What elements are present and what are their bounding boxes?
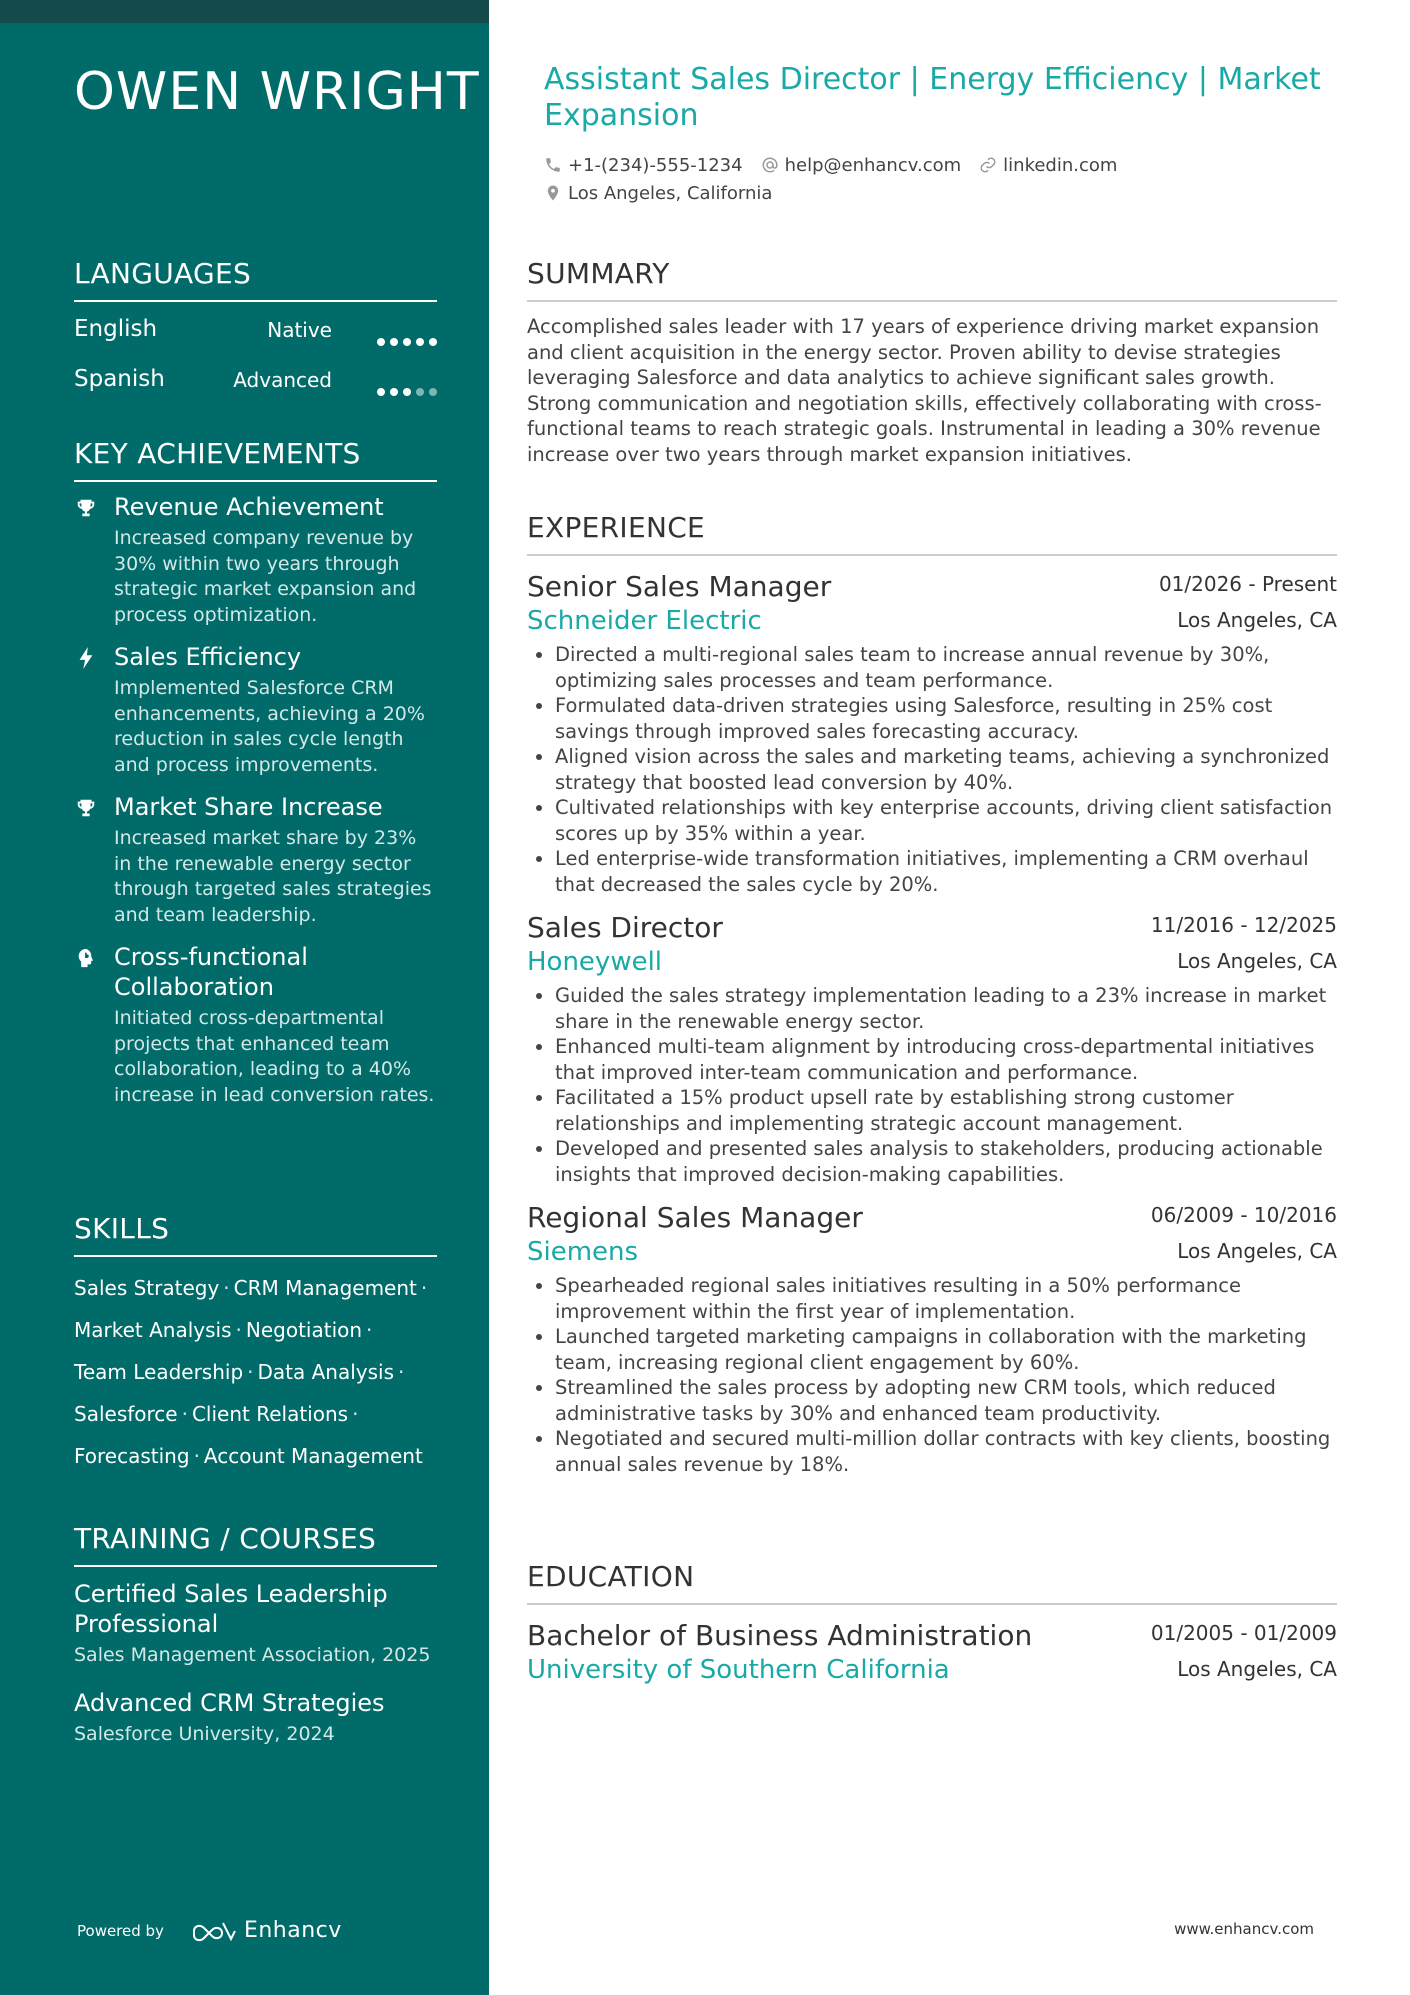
proficiency-dot xyxy=(390,338,398,346)
job-bullet: • Enhanced multi-team alignment by introducing cross-departmental initiatives that improved inter-team communication and performance. xyxy=(555,1034,1337,1085)
job-bullet: • Directed a multi-regional sales team to increase annual revenue by 30%, optimizing sales processes and team performance. xyxy=(555,642,1337,693)
trophy-icon xyxy=(74,796,98,820)
course-provider: Sales Management Association, 2025 xyxy=(74,1644,431,1666)
skills-list xyxy=(74,1267,437,1477)
location-text: Los Angeles, California xyxy=(568,182,773,204)
education-section xyxy=(527,1560,1337,1687)
job-bullet: • Negotiated and secured multi-million dollar contracts with key clients, boosting annual sales revenue by 18%. xyxy=(555,1426,1337,1477)
phone-icon xyxy=(544,156,562,174)
achievement-title: Market Share Increase xyxy=(114,793,383,821)
link-icon xyxy=(979,156,997,174)
achievement-title: Cross-functional Collaboration xyxy=(114,943,308,1001)
sidebar xyxy=(0,0,489,1995)
skills-line: Forecasting · Account Management xyxy=(74,1444,423,1468)
skill-tag: Salesforce xyxy=(74,1402,178,1426)
brand-name: Enhancv xyxy=(243,1918,342,1943)
skill-tag: Client Relations xyxy=(191,1402,349,1426)
sidebar-top-band xyxy=(0,0,489,23)
training-heading: TRAINING / COURSES xyxy=(74,1522,437,1567)
skill-tag: Data Analysis xyxy=(257,1360,395,1384)
lightning-icon xyxy=(74,646,98,670)
course-provider: Salesforce University, 2024 xyxy=(74,1723,335,1745)
job-bullet: • Launched targeted marketing campaigns in collaboration with the marketing team, increasing regional client engagement by 60%. xyxy=(555,1324,1337,1375)
proficiency-dot xyxy=(416,338,424,346)
experience-section xyxy=(527,511,1337,1477)
job-bullets xyxy=(527,1273,1337,1477)
job-bullet: • Streamlined the sales process by adopting new CRM tools, which reduced administrative tasks by 30% and enhanced team productivity. xyxy=(555,1375,1337,1426)
job-bullet: • Aligned vision across the sales and marketing teams, achieving a synchronized strategy that boosted lead conversion by 40%. xyxy=(555,744,1337,795)
job-bullet: • Cultivated relationships with key enterprise accounts, driving client satisfaction scores up by 35% within a year. xyxy=(555,795,1337,846)
powered-by-label: Powered by xyxy=(77,1921,164,1940)
skills-line: Team Leadership · Data Analysis · xyxy=(74,1360,405,1384)
languages-section xyxy=(74,257,437,402)
location-contact xyxy=(544,183,772,204)
achievement-description: Increased market share by 23% in the renewable energy sector through targeted sales strategies and team leadership. xyxy=(114,827,432,926)
achievement-description: Initiated cross-departmental projects that enhanced team collaboration, leading to a 40% increase in lead conversion rates. xyxy=(114,1007,435,1106)
language-name: English xyxy=(74,316,158,342)
job-bullet: • Developed and presented sales analysis to stakeholders, producing actionable insights that improved decision-making capabilities. xyxy=(555,1136,1337,1187)
job-bullet: • Guided the sales strategy implementation leading to a 23% increase in market share in the renewable energy sector. xyxy=(555,983,1337,1034)
experience-heading: EXPERIENCE xyxy=(527,511,1337,556)
languages-heading: LANGUAGES xyxy=(74,257,437,302)
trophy-icon xyxy=(74,496,98,520)
job-dates: 01/2026 - Present xyxy=(1158,572,1337,596)
phone-number: +1-(234)-555-1234 xyxy=(568,154,743,176)
language-row xyxy=(74,352,437,402)
proficiency-dot xyxy=(429,338,437,346)
education-location: Los Angeles, CA xyxy=(1177,1657,1337,1681)
job-dates: 06/2009 - 10/2016 xyxy=(1150,1203,1337,1227)
job-bullet: • Led enterprise-wide transformation initiatives, implementing a CRM overhaul that decreased the sales cycle by 20%. xyxy=(555,846,1337,897)
achievement-title: Revenue Achievement xyxy=(114,493,384,521)
job-bullets xyxy=(527,983,1337,1187)
job-title: Regional Sales Manager xyxy=(527,1201,863,1234)
skill-tag: Sales Strategy xyxy=(74,1276,220,1300)
job-bullets xyxy=(527,642,1337,897)
proficiency-dot-empty xyxy=(416,388,424,396)
language-proficiency-dots xyxy=(372,326,437,352)
skill-tag: Market Analysis xyxy=(74,1318,232,1342)
location-pin-icon xyxy=(544,184,562,202)
footer-url[interactable]: www.enhancv.com xyxy=(1174,1920,1314,1938)
job-title: Sales Director xyxy=(527,911,723,944)
candidate-name: OWEN WRIGHT xyxy=(74,62,480,122)
skill-tag: Account Management xyxy=(203,1444,423,1468)
proficiency-dot xyxy=(390,388,398,396)
course-title: Certified Sales Leadership Professional xyxy=(74,1580,388,1638)
job-entry xyxy=(527,1197,1337,1477)
linkedin-link[interactable]: linkedin.com xyxy=(1003,154,1118,176)
achievement-item xyxy=(74,492,437,628)
company-name: Schneider Electric xyxy=(527,606,762,636)
job-bullet: • Spearheaded regional sales initiatives resulting in a 50% performance improvement within the first year of implementation. xyxy=(555,1273,1337,1324)
contact-info xyxy=(544,151,1135,207)
job-bullet: • Facilitated a 15% product upsell rate by establishing strong customer relationships and implementing strategic account management. xyxy=(555,1085,1337,1136)
language-row xyxy=(74,302,437,352)
skills-line: Salesforce · Client Relations · xyxy=(74,1402,359,1426)
job-location: Los Angeles, CA xyxy=(1177,608,1337,632)
proficiency-dot xyxy=(377,388,385,396)
headline: Assistant Sales Director | Energy Efficiency | Market Expansion xyxy=(544,62,1321,133)
powered-by xyxy=(77,1918,342,1943)
skills-heading: SKILLS xyxy=(74,1212,437,1257)
school-name: University of Southern California xyxy=(527,1655,950,1685)
skills-line: Sales Strategy · CRM Management · xyxy=(74,1276,428,1300)
job-location: Los Angeles, CA xyxy=(1177,949,1337,973)
course-title: Advanced CRM Strategies xyxy=(74,1689,385,1717)
job-entry xyxy=(527,907,1337,1187)
education-dates: 01/2005 - 01/2009 xyxy=(1150,1621,1337,1645)
proficiency-dot xyxy=(403,338,411,346)
achievement-description: Increased company revenue by 30% within two years through strategic market expansion and process optimization. xyxy=(114,527,417,626)
job-location: Los Angeles, CA xyxy=(1177,1239,1337,1263)
achievement-description: Implemented Salesforce CRM enhancements, achieving a 20% reduction in sales cycle length and process improvements. xyxy=(114,677,425,776)
job-dates: 11/2016 - 12/2025 xyxy=(1150,913,1337,937)
proficiency-dot-empty xyxy=(429,388,437,396)
email-contact[interactable] xyxy=(761,155,962,176)
summary-section xyxy=(527,257,1337,467)
skill-tag: Forecasting xyxy=(74,1444,190,1468)
language-level: Native xyxy=(267,318,332,342)
job-bullet: • Formulated data-driven strategies using Salesforce, resulting in 25% cost savings through improved sales forecasting accuracy. xyxy=(555,693,1337,744)
proficiency-dot xyxy=(403,388,411,396)
proficiency-dot xyxy=(377,338,385,346)
achievements-section xyxy=(74,437,437,1108)
job-entry xyxy=(527,566,1337,897)
skills-section xyxy=(74,1212,437,1477)
at-icon xyxy=(761,156,779,174)
job-title: Senior Sales Manager xyxy=(527,570,832,603)
summary-heading: SUMMARY xyxy=(527,257,1337,302)
achievement-item xyxy=(74,792,437,928)
achievement-item xyxy=(74,942,437,1108)
degree-title: Bachelor of Business Administration xyxy=(527,1619,1033,1652)
education-entry xyxy=(527,1615,1337,1687)
skill-tag: Negotiation xyxy=(245,1318,363,1342)
language-name: Spanish xyxy=(74,366,165,392)
achievement-title: Sales Efficiency xyxy=(114,643,302,671)
company-name: Siemens xyxy=(527,1237,639,1267)
language-proficiency-dots xyxy=(372,376,437,402)
company-name: Honeywell xyxy=(527,947,663,977)
phone-contact xyxy=(544,155,743,176)
email-address[interactable]: help@enhancv.com xyxy=(784,154,962,176)
skill-tag: CRM Management xyxy=(233,1276,417,1300)
achievement-item xyxy=(74,642,437,778)
skill-tag: Team Leadership xyxy=(74,1360,244,1384)
brain-icon xyxy=(74,946,98,970)
language-level: Advanced xyxy=(233,368,332,392)
enhancv-logo-icon xyxy=(190,1919,236,1943)
achievements-heading: KEY ACHIEVEMENTS xyxy=(74,437,437,482)
training-section xyxy=(74,1522,437,1747)
link-contact[interactable] xyxy=(979,155,1117,176)
education-heading: EDUCATION xyxy=(527,1560,1337,1605)
skills-line: Market Analysis · Negotiation · xyxy=(74,1318,373,1342)
summary-text: Accomplished sales leader with 17 years of experience driving market expansion and client acquisition in the energy sector. Proven ability to devise strategies leveraging Salesforce and data analytics to achieve significant sales growth. Strong communication and negotiation skills, effectively collaborating with cross-functional teams to reach strategic goals. Instrumental in leading a 30% revenue increase over two years through market expansion initiatives. xyxy=(527,315,1322,466)
